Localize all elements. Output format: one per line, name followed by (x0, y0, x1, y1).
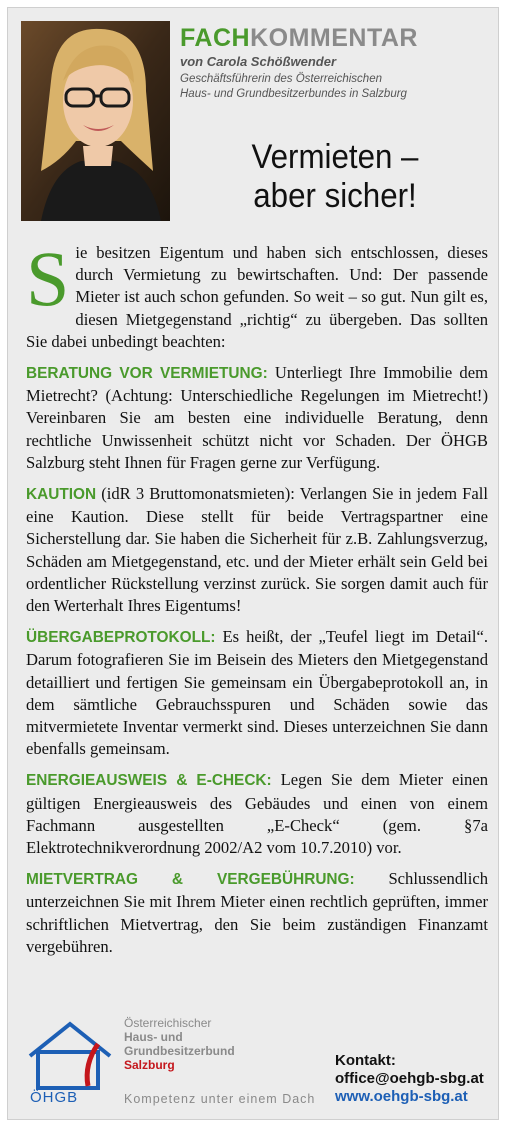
section-keyword: KAUTION (26, 486, 97, 504)
section-paragraph: KAUTION (idR 3 Bruttomonatsmieten): Verlangen Sie in jedem Fall eine Kaution. Diese stellt für beide Vertragspartner eine Sicherstellung dar. Sie haben die Sicherheit für z.B. Zahlungsverzug, Schäden am Mietgegenstand, etc. und der Mieter erhält sein Geld bei ordentlicher Rückstellung verzinst zurück. Sie sorgen damit auch für den Werterhalt Ihres Eigentums! (26, 484, 488, 616)
logo-text: ÖHGB (30, 1089, 79, 1104)
author-role: Geschäftsführerin des Österreichischen Haus- und Grundbesitzerbundes in Salzburg (180, 73, 407, 100)
article-body (26, 235, 489, 967)
portrait-image (21, 21, 170, 221)
intro-paragraph: Sie besitzen Eigentum und haben sich entschlossen, dieses durch Vermietung zu bewirtschaften. Und: Der passende Mieter ist auch schon gefunden. So weit – so gut. Nun gilt es, diesen Mietgegenstand „richtig“ zu übergeben. Das sollten Sie dabei unbedingt beachten: (26, 235, 488, 351)
contact-label: Kontakt: (335, 1052, 396, 1069)
contact-website[interactable]: www.oehgb-sbg.at (335, 1088, 468, 1105)
header (180, 23, 490, 102)
author-name: von Carola Schößwender (180, 54, 337, 69)
contact-email[interactable]: office@oehgb-sbg.at (335, 1070, 484, 1087)
dropcap: S (26, 235, 70, 322)
section-keyword: ÜBERGABEPROTOKOLL: (26, 629, 216, 647)
slogan: Kompetenz unter einem Dach (124, 1092, 316, 1106)
section-paragraph: MIETVERTRAG & VERGEBÜHRUNG: Schlussendlich unterzeichnen Sie mit Ihrem Mieter einen rechtlich geprüften, immer schriftlichen Mietvertrag, den Sie beim zuständigen Finanzamt vergebühren. (26, 869, 489, 956)
column-title: FACHKOMMENTAR (180, 24, 418, 52)
section-keyword: ENERGIEAUSWEIS & E-CHECK: (26, 772, 272, 790)
section-keyword: BERATUNG VOR VERMIETUNG: (26, 365, 268, 383)
author-photo (21, 21, 170, 221)
headline: Vermieten – aber sicher! (251, 138, 419, 215)
org-name: Österreichischer Haus- und Grundbesitzerbund Salzburg (124, 1016, 235, 1072)
section-paragraph: BERATUNG VOR VERMIETUNG: Unterliegt Ihre Immobilie dem Mietrecht? (Achtung: Unterschiedliche Regelungen im Mietrecht!) Vereinbaren Sie am besten eine individuelle Beratung, denn rechtliche Unwissenheit schützt nicht vor Schaden. Der ÖHGB Salzburg steht Ihnen für Fragen gerne zur Verfügung. (26, 363, 488, 472)
footer (26, 1012, 491, 1112)
oehgb-logo-icon (26, 1014, 122, 1104)
contact-block (335, 1052, 484, 1106)
section-keyword: MIETVERTRAG & VERGEBÜHRUNG: (26, 871, 355, 889)
section-paragraph: ÜBERGABEPROTOKOLL: Es heißt, der „Teufel liegt im Detail“. Darum fotografieren Sie im Beisein des Mieters den Mietgegenstand detailliert und fertigen Sie gemeinsam ein Übergabeprotokoll an, in dem sämtliche Gebrauchsspuren und Schäden sowie das mitvermietete Inventar vermerkt sind. Dieses unterzeichnen Sie dann ebenfalls gemeinsam. (26, 627, 488, 759)
section-paragraph: ENERGIEAUSWEIS & E-CHECK: Legen Sie dem Mieter einen gültigen Energieausweis des Gebäudes und einen von einem Fachmann ausgestellten „E-Check“ (gem. §7a Elektrotechnikverordnung 2002/A2 vom 10.7.2010) vor. (26, 770, 488, 858)
